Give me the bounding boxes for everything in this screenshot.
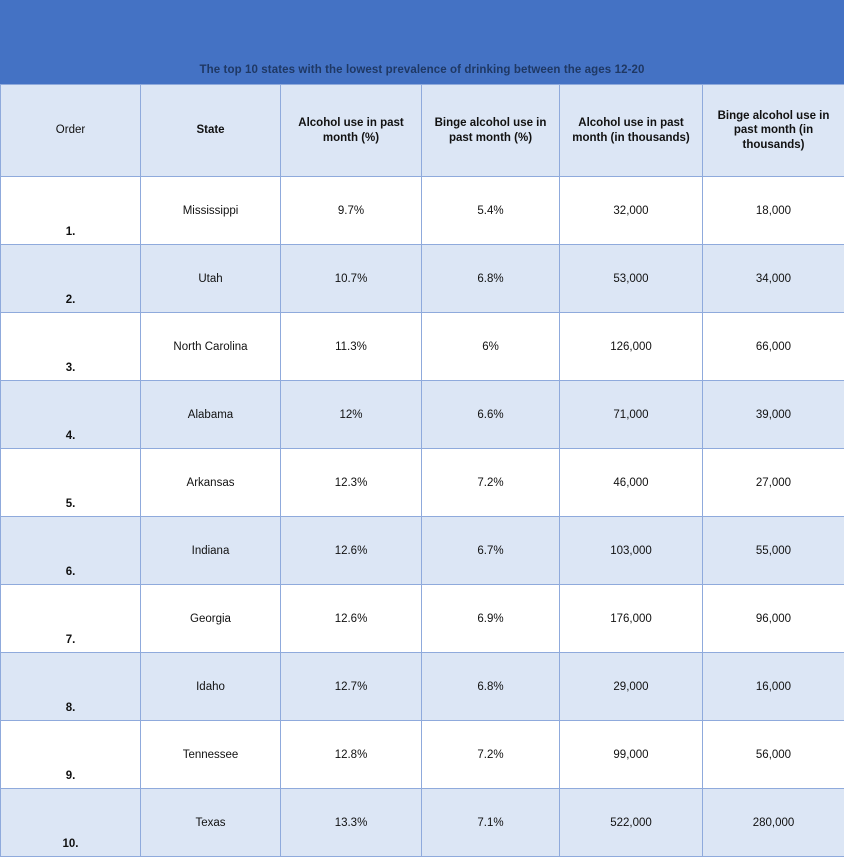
cell-state: Tennessee (141, 721, 281, 789)
cell-state: Arkansas (141, 449, 281, 517)
cell-binge-thousands: 55,000 (703, 517, 844, 585)
cell-state: Alabama (141, 381, 281, 449)
cell-state: Texas (141, 789, 281, 857)
cell-use-percent: 10.7% (281, 245, 422, 313)
cell-order: 6. (1, 517, 141, 585)
cell-binge-percent: 7.1% (422, 789, 560, 857)
column-header-binge-use-thousands: Binge alcohol use in past month (in thousands) (703, 85, 844, 177)
cell-state: Indiana (141, 517, 281, 585)
cell-use-thousands: 176,000 (560, 585, 703, 653)
cell-use-percent: 11.3% (281, 313, 422, 381)
cell-binge-percent: 6.8% (422, 245, 560, 313)
cell-binge-thousands: 18,000 (703, 177, 844, 245)
cell-binge-thousands: 96,000 (703, 585, 844, 653)
cell-use-thousands: 53,000 (560, 245, 703, 313)
statistics-table (0, 84, 844, 857)
cell-binge-thousands: 39,000 (703, 381, 844, 449)
cell-state: Idaho (141, 653, 281, 721)
cell-binge-thousands: 56,000 (703, 721, 844, 789)
column-header-alcohol-use-percent: Alcohol use in past month (%) (281, 85, 422, 177)
cell-use-thousands: 99,000 (560, 721, 703, 789)
cell-binge-percent: 7.2% (422, 449, 560, 517)
cell-order: 4. (1, 381, 141, 449)
table-row (1, 789, 844, 857)
cell-binge-percent: 7.2% (422, 721, 560, 789)
cell-use-thousands: 522,000 (560, 789, 703, 857)
cell-use-thousands: 29,000 (560, 653, 703, 721)
cell-binge-thousands: 27,000 (703, 449, 844, 517)
table-row (1, 517, 844, 585)
cell-order: 2. (1, 245, 141, 313)
cell-state: North Carolina (141, 313, 281, 381)
cell-binge-thousands: 66,000 (703, 313, 844, 381)
cell-use-percent: 12.6% (281, 585, 422, 653)
cell-binge-percent: 6.7% (422, 517, 560, 585)
table-header-row (1, 85, 844, 177)
cell-binge-thousands: 16,000 (703, 653, 844, 721)
cell-use-percent: 9.7% (281, 177, 422, 245)
cell-state: Mississippi (141, 177, 281, 245)
cell-order: 9. (1, 721, 141, 789)
cell-use-percent: 12.6% (281, 517, 422, 585)
cell-order: 7. (1, 585, 141, 653)
column-header-state: State (141, 85, 281, 177)
cell-order: 1. (1, 177, 141, 245)
table-header (1, 85, 844, 177)
table-row (1, 449, 844, 517)
table-row (1, 585, 844, 653)
cell-binge-percent: 6.9% (422, 585, 560, 653)
cell-binge-thousands: 34,000 (703, 245, 844, 313)
cell-use-thousands: 32,000 (560, 177, 703, 245)
column-header-order: Order (1, 85, 141, 177)
table-row (1, 245, 844, 313)
cell-use-thousands: 71,000 (560, 381, 703, 449)
table-row (1, 177, 844, 245)
cell-binge-percent: 6.6% (422, 381, 560, 449)
page-title: The top 10 states with the lowest prevalence of drinking between the ages 12-20 (0, 64, 844, 76)
table-body (1, 177, 844, 857)
cell-binge-percent: 6.8% (422, 653, 560, 721)
cell-use-percent: 12.3% (281, 449, 422, 517)
table-row (1, 381, 844, 449)
cell-state: Georgia (141, 585, 281, 653)
cell-order: 3. (1, 313, 141, 381)
title-banner (0, 0, 844, 84)
cell-state: Utah (141, 245, 281, 313)
cell-order: 10. (1, 789, 141, 857)
table-row (1, 721, 844, 789)
table-row (1, 653, 844, 721)
cell-use-thousands: 126,000 (560, 313, 703, 381)
cell-use-percent: 12.8% (281, 721, 422, 789)
column-header-binge-use-percent: Binge alcohol use in past month (%) (422, 85, 560, 177)
cell-use-thousands: 46,000 (560, 449, 703, 517)
column-header-alcohol-use-thousands: Alcohol use in past month (in thousands) (560, 85, 703, 177)
cell-order: 5. (1, 449, 141, 517)
cell-use-percent: 12.7% (281, 653, 422, 721)
cell-order: 8. (1, 653, 141, 721)
cell-binge-thousands: 280,000 (703, 789, 844, 857)
cell-binge-percent: 5.4% (422, 177, 560, 245)
cell-binge-percent: 6% (422, 313, 560, 381)
cell-use-percent: 13.3% (281, 789, 422, 857)
cell-use-percent: 12% (281, 381, 422, 449)
cell-use-thousands: 103,000 (560, 517, 703, 585)
table-row (1, 313, 844, 381)
